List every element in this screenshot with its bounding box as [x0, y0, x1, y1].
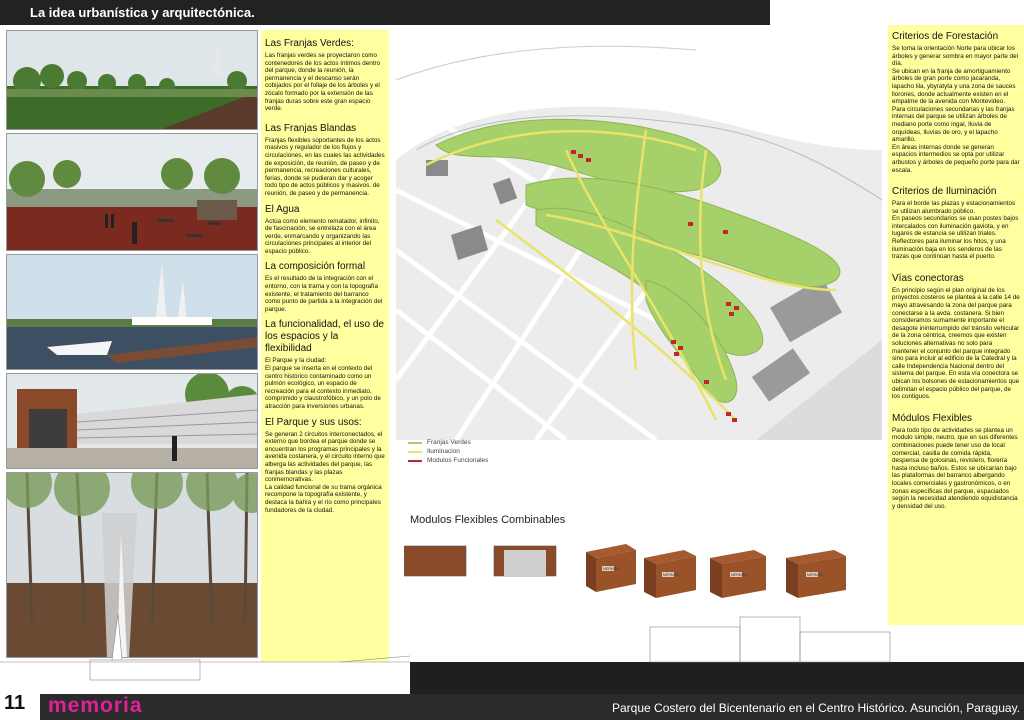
- legend-label: Iluminacion: [427, 448, 460, 455]
- section-forestacion: [892, 31, 1020, 174]
- module-tag: MERMITA: [663, 573, 679, 577]
- section-parque-usos: [265, 417, 385, 515]
- render-soft-strips: [6, 133, 258, 251]
- section-heading: La funcionalidad, el uso de los espacios y la flexibilidad: [265, 319, 384, 355]
- section-modulos: [892, 413, 1020, 511]
- module-tag: MERMITA: [807, 573, 823, 577]
- section-vias-conectoras: [892, 273, 1020, 401]
- section-body: Actúa como elemento rematador, infinito, de fascinación, se entrelaza con el área verde, enmarcando y organizando las circulaciones principales al interior del espacio público.: [265, 217, 380, 255]
- legend-label: Modulos Funcionales: [427, 457, 489, 464]
- site-plan: [396, 40, 882, 440]
- legend-item: [408, 447, 488, 456]
- section-funcionalidad: [265, 319, 385, 410]
- legend-item: [408, 438, 488, 447]
- plan-legend: [408, 438, 488, 465]
- module-tag: MERMITA: [731, 573, 747, 577]
- legend-item: [408, 456, 488, 465]
- section-body: Para todo tipo de actividades se plantea un modulo simple, neutro, que en sus diferentes combinaciones puede tener uso de local comercial, casilla de comida rápida, despensa de golosinas, revistero, florería hasta incluso baños. Estos se ubicarían bajo las plataformas del barranco albergando locales comerciales y gastronómicos, o en zonas específicas del parque, espaciados según la necesidad atendiendo equidistancia y densidad del uso.: [892, 426, 1018, 510]
- section-heading: Las Franjas Verdes:: [265, 38, 354, 49]
- section-body: Las franjas verdes se proyectaron como contenedores de los actos íntimos dentro del parque, donde la reunión, la permanencia y el descanso serán cobijados por el follaje de los árboles y el zócalo formado por la extensión de las franjas duras sobre este gran espacio verde.: [265, 52, 381, 113]
- section-heading: El Parque y sus usos:: [265, 416, 362, 428]
- legend-label: Franjas Verdes: [427, 439, 471, 446]
- section-franjas-verdes: [265, 38, 385, 113]
- section-body: Franjas flexibles soportantes de los actos masivos y regulador de los flujos y circulaciones, en las cuales las actividades de exposición, de reunión, de paseo y de permanencia, recreaciones culturales, ferias, donde se pudieran dar y acoger todo tipo de actos públicos y masivos. de reunión, de paseo y de permanencia.: [265, 136, 385, 197]
- module-tag: MERMITA: [603, 567, 619, 571]
- section-label: memoria: [48, 694, 143, 717]
- section-body: Para el borde las plazas y estacionamientos se utilizan alumbrado público. En paseos secundarios se usan postes bajos intercalados con iluminación gaviota, y en lugares de estancia se utilizan triales. Reflectores para iluminar los hitos, y una iluminación baja en los senderos de las trazas que continúan hasta el puerto.: [892, 200, 1019, 261]
- section-heading: Las Franjas Blandas: [265, 122, 357, 134]
- section-el-agua: [265, 204, 385, 256]
- modules-title: Modulos Flexibles Combinables: [410, 514, 566, 526]
- project-subtitle: Parque Costero del Bicentenario en el Centro Histórico. Asunción, Paraguay.: [612, 701, 1021, 715]
- module-3d: [586, 544, 636, 592]
- section-heading: La composición formal: [265, 261, 366, 273]
- page-title: La idea urbanística y arquitectónica.: [30, 5, 255, 20]
- section-heading: Vías conectoras: [892, 272, 964, 284]
- section-body: Se toma la orientación Norte para ubicar los árboles y generar sombra en mayor parte del día. Se ubican en la franja de amortiguamiento árboles de gran porte como jacaranda, lapacho lila, ybyratyta y una zona de sauces llorones, donde actualmente existen en el empalme de la avenida con Montevideo. Para circulaciones secundarias y las franjas internas del parque se utilizan árboles de mediano porte como ingaí, lluvia de orquídeas, lluvias de oro, y el lapacho amarillo. En áreas internas donde se generan espacios intermedios se opta por utilizar arbustos y árboles de pequeño porte para dar escala.: [892, 45, 1020, 174]
- render-module: [6, 373, 258, 469]
- section-iluminacion: [892, 186, 1020, 261]
- section-elevation: [0, 612, 1024, 694]
- section-body: En principio según el plan original de los proyectos costeros se plantea a la calle 14 de mayo atravesando la zona del parque para conectarse a la avda. costanera. Si bien consideramos sumamente importante el desagote ininterrumpido del tránsito vehicular de la zona céntrica, creemos que existen soluciones alternativas no solo para mantener el conjunto del parque integrado sino para incluir al edificio de la Catedral y la calle Independencia Nacional dentro del sistema del parque. En esta vía conectora se ubican los bolsones de estacionamientos que delimitan el espacio público del parque, de los contiguos.: [892, 286, 1020, 401]
- render-green-strips: [6, 30, 258, 130]
- section-franjas-blandas: [265, 123, 385, 198]
- section-body: Se generan 2 circuitos interconectados, el externo que bordea el parque donde se encuentran los programas principales y la avenida costanera, y el circuito interno que alberga las actividades del parque, las franjas blandas y las plazas conmemorativas. La calidad funcional de su trama orgánica recompone la topografía existente, y destaca la bahía y el río como principales fundadores de la ciudad.: [265, 430, 385, 514]
- section-heading: Módulos Flexibles: [892, 412, 973, 424]
- section-body: El Parque y la ciudad: El parque se inserta en el contexto del centro histórico contaminado como un pulmón ecológico, un espacio de recreación para el contexto inmediato, comprimido y claustrofóbico, y un polo de atracción para inversiones urbanas.: [265, 357, 381, 410]
- section-body: Es el resultado de la integración con el entorno, con la trama y con la topografía existente, el tratamiento del barranco como punto de partida a la integración del parque.: [265, 275, 383, 313]
- render-water: [6, 254, 258, 370]
- modules-drawings: [404, 540, 884, 610]
- text-column-right: [888, 25, 1024, 625]
- section-heading: El Agua: [265, 203, 300, 215]
- section-heading: Criterios de Iluminación: [892, 186, 997, 198]
- section-composicion: [265, 261, 385, 313]
- section-heading: Criterios de Forestación: [892, 31, 999, 42]
- page-number: 11: [4, 692, 26, 714]
- text-column-left: [261, 30, 389, 688]
